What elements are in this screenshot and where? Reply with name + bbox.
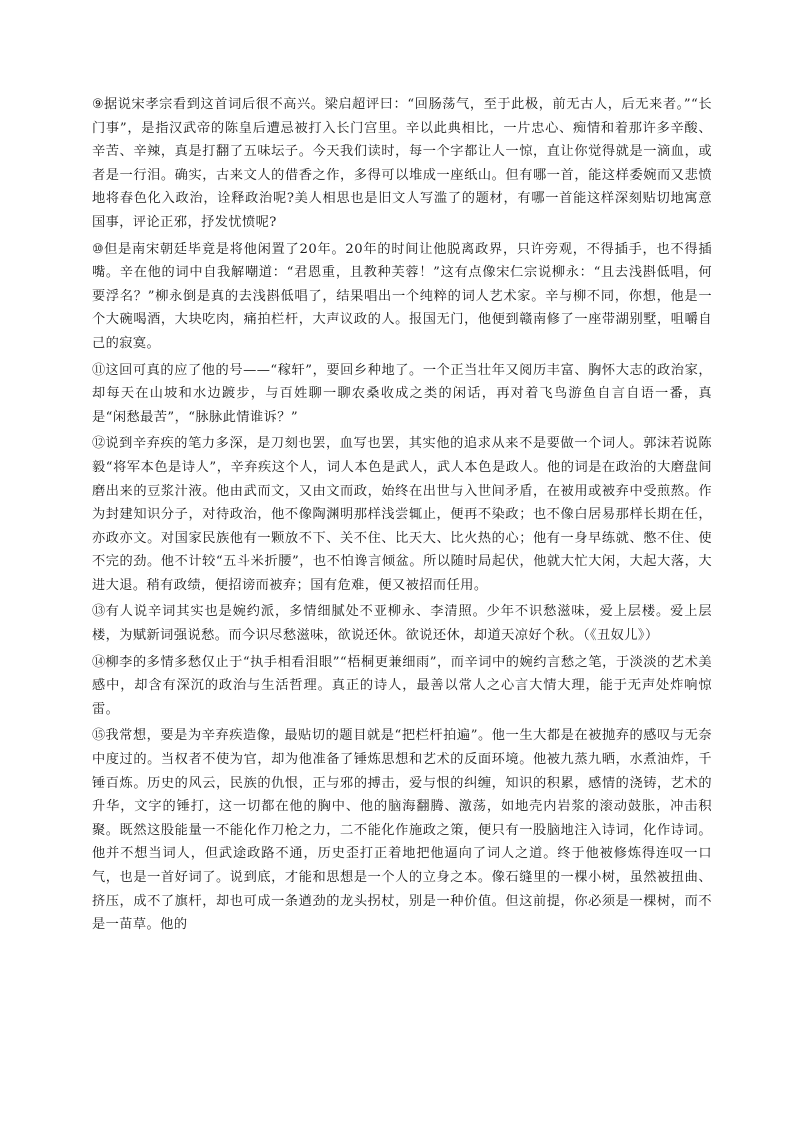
paragraph-12: [92, 432, 712, 597]
paragraph-13: [92, 600, 712, 647]
paragraph-number: ⑬: [92, 604, 106, 620]
paragraph-text: 我常想，要是为辛弃疾造像，最贴切的题目就是“把栏杆拍遍”。他一生大都是在被抛弃的感叹与无奈中度过的。当权者不使为官，却为他准备了锤炼思想和艺术的反面环境。他被九蒸九晒，水煮油炸，千锤百炼。历史的风云，民族的仇恨，正与邪的搏击，爱与恨的纠缠，知识的积累，感情的浇铸，艺术的升华，文字的锤打，这一切都在他的胸中、他的脑海翻腾、激荡，如地壳内岩浆的滚动鼓胀，冲击积聚。既然这股能量一不能化作刀枪之力，二不能化作施政之策，便只有一股脑地注入诗词，化作诗词。他并不想当词人，但武途政路不通，历史歪打正着地把他逼向了词人之道。终于他被修炼得连叹一口气，也是一首好词了。说到底，才能和思想是一个人的立身之本。像石缝里的一棵小树，虽然被扭曲、挤压，成不了旗杆，却也可成一条遒劲的龙头拐杖，别是一种价值。但这前提，你必须是一棵树，而不是一苗草。他的: [92, 728, 713, 933]
paragraph-number: ⑪: [92, 362, 106, 378]
paragraph-text: 据说宋孝宗看到这首词后很不高兴。梁启超评曰：“回肠荡气，至于此极，前无古人，后无来者。”“长门事”，是指汉武帝的陈皇后遭忌被打入长门宫里。辛以此典相比，一片忠心、痴情和着那许多辛酸、辛苦、辛辣，真是打翻了五味坛子。今天我们读时，每一个字都让人一惊，直让你觉得就是一滴血，或者是一行泪。确实，古来文人的借香之作，多得可以堆成一座纸山。但有哪一首，能这样委婉而又悲愤地将春色化入政治，诠释政治呢?美人相思也是旧文人写滥了的题材，有哪一首能这样深刻贴切地寓意国事，评论正邪，抒发忧愤呢?: [92, 97, 712, 230]
paragraph-11: [92, 359, 712, 430]
paragraph-number: ⑭: [92, 654, 106, 670]
paragraph-text: 有人说辛词其实也是婉约派，多情细腻处不亚柳永、李清照。少年不识愁滋味，爱上层楼。爱上层楼，为赋新词强说愁。而今识尽愁滋味，欲说还休。欲说还休，却道天凉好个秋。（《丑奴儿》）: [92, 604, 712, 644]
paragraph-number: ⑨: [92, 97, 104, 112]
document-body: [92, 93, 712, 940]
paragraph-number: ⑫: [92, 436, 106, 452]
paragraph-10: [92, 238, 712, 356]
paragraph-9: [92, 93, 712, 235]
paragraph-text: 柳李的多情多愁仅止于“执手相看泪眼”“梧桐更兼细雨”，而辛词中的婉约言愁之笔，于淡淡的艺术美感中，却含有深沉的政治与生活哲理。真正的诗人，最善以常人之心言大情大理，能于无声处炸响惊雷。: [92, 654, 712, 717]
paragraph-text: 说到辛弃疾的笔力多深，是刀刻也罢，血写也罢，其实他的追求从来不是要做一个词人。郭沫若说陈毅“将军本色是诗人”，辛弃疾这个人，词人本色是武人，武人本色是政人。他的词是在政治的大磨盘间磨出来的豆浆汁液。他由武而文，又由文而政，始终在出世与入世间矛盾，在被用或被弃中受煎熬。作为封建知识分子，对待政治，他不像陶渊明那样浅尝辄止，便再不染政；也不像白居易那样长期在任，亦政亦文。对国家民族他有一颗放不下、关不住、比天大、比火热的心；他有一身早练就、憋不住、使不完的劲。他不计较“五斗米折腰”，也不怕谗言倾盆。所以随时局起伏，他就大忙大闲，大起大落，大进大退。稍有政绩，便招谤而被弃；国有危难，便又被招而任用。: [92, 436, 713, 593]
paragraph-number: ⑩: [92, 241, 105, 257]
paragraph-15: [92, 724, 712, 936]
paragraph-number: ⑮: [92, 728, 106, 744]
paragraph-14: [92, 651, 712, 722]
paragraph-text: 这回可真的应了他的号——“稼轩”，要回乡种地了。一个正当壮年又阅历丰富、胸怀大志的政治家，却每天在山坡和水边踱步，与百姓聊一聊农桑收成之类的闲话，再对着飞鸟游鱼自言自语一番，真是“闲愁最苦”，“脉脉此情谁诉？”: [92, 362, 712, 425]
paragraph-text: 但是南宋朝廷毕竟是将他闲置了20年。20年的时间让他脱离政界，只许旁观，不得插手，也不得插嘴。辛在他的词中自我解嘲道：“君恩重，且教种芙蓉！”这有点像宋仁宗说柳永：“且去浅斟低唱，何要浮名？”柳永倒是真的去浅斟低唱了，结果唱出一个纯粹的词人艺术家。辛与柳不同，你想，他是一个大碗喝酒，大块吃肉，痛拍栏杆，大声议政的人。报国无门，他便到赣南修了一座带湖别墅，咀嚼自己的寂寞。: [92, 241, 712, 351]
